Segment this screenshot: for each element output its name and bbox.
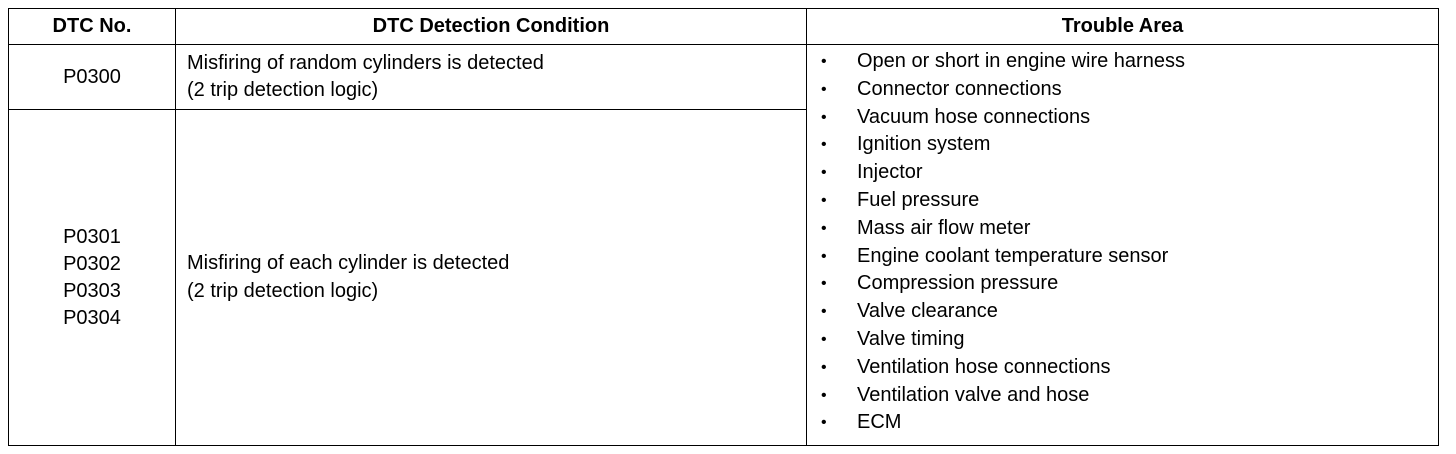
header-detection-condition: DTC Detection Condition	[176, 9, 807, 45]
list-item	[807, 131, 1438, 159]
trouble-area-item: Open or short in engine wire harness	[857, 50, 1185, 72]
header-trouble-area: Trouble Area	[807, 9, 1439, 45]
trouble-area-item: Engine coolant temperature sensor	[857, 244, 1169, 267]
list-item	[807, 298, 1438, 326]
bullet-icon: •	[821, 136, 827, 154]
bullet-icon: •	[821, 108, 827, 126]
dtc-code: P0301	[63, 225, 121, 248]
trouble-area-item: Compression pressure	[857, 272, 1059, 295]
list-item	[807, 354, 1438, 382]
condition-logic-note: (2 trip detection logic)	[187, 79, 379, 102]
dtc-code: P0302	[63, 252, 121, 275]
bullet-icon: •	[821, 191, 827, 209]
trouble-area-item: ECM	[857, 411, 902, 434]
detection-condition-cell	[176, 110, 807, 446]
list-item	[807, 243, 1438, 271]
bullet-icon: •	[821, 358, 827, 376]
bullet-icon: •	[821, 164, 827, 182]
trouble-area-cell	[807, 45, 1439, 446]
trouble-area-item: Fuel pressure	[857, 188, 980, 211]
bullet-icon: •	[821, 53, 827, 70]
trouble-area-item: Ventilation hose connections	[857, 355, 1111, 378]
list-item	[807, 326, 1438, 354]
bullet-icon: •	[821, 80, 827, 98]
bullet-icon: •	[821, 219, 827, 237]
header-dtc-no: DTC No.	[9, 9, 176, 45]
list-item	[807, 187, 1438, 215]
header-row	[9, 9, 1439, 45]
list-item	[807, 48, 1438, 76]
trouble-area-item: Valve clearance	[857, 300, 998, 323]
trouble-area-list	[807, 45, 1438, 437]
trouble-area-item: Injector	[857, 161, 923, 184]
table-row	[9, 45, 1439, 110]
bullet-icon: •	[821, 330, 827, 348]
condition-logic-note: (2 trip detection logic)	[187, 279, 379, 302]
list-item	[807, 76, 1438, 104]
list-item	[807, 159, 1438, 187]
list-item	[807, 104, 1438, 132]
dtc-code: P0300	[63, 65, 121, 88]
list-item	[807, 215, 1438, 243]
dtc-code: P0304	[63, 306, 121, 329]
list-item	[807, 382, 1438, 410]
bullet-icon: •	[821, 303, 827, 321]
dtc-code-cell	[9, 110, 176, 446]
dtc-code-cell	[9, 45, 176, 110]
list-item	[807, 409, 1438, 437]
trouble-area-item: Mass air flow meter	[857, 216, 1031, 239]
condition-text: Misfiring of random cylinders is detected	[187, 51, 544, 74]
trouble-area-item: Ignition system	[857, 133, 991, 156]
dtc-code: P0303	[63, 279, 121, 302]
bullet-icon: •	[821, 414, 827, 432]
list-item	[807, 270, 1438, 298]
bullet-icon: •	[821, 275, 827, 293]
detection-condition-cell	[176, 45, 807, 110]
trouble-area-item: Connector connections	[857, 77, 1062, 100]
trouble-area-item: Vacuum hose connections	[857, 105, 1091, 128]
dtc-table	[8, 8, 1439, 446]
trouble-area-item: Valve timing	[857, 327, 965, 350]
condition-text: Misfiring of each cylinder is detected	[187, 252, 510, 275]
bullet-icon: •	[821, 386, 827, 404]
trouble-area-item: Ventilation valve and hose	[857, 383, 1090, 406]
bullet-icon: •	[821, 247, 827, 265]
